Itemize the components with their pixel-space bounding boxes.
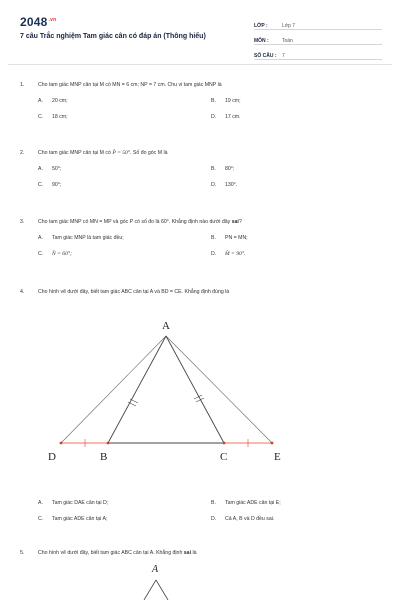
meta-row-subject: [254, 30, 382, 45]
option-letter: B.: [211, 500, 216, 506]
option-letter: C.: [38, 251, 44, 257]
option-a[interactable]: [38, 98, 211, 104]
option-letter: C.: [38, 516, 44, 522]
segment-ad: [61, 336, 166, 443]
option-d[interactable]: [211, 516, 384, 522]
option-text: 20 cm;: [52, 98, 68, 104]
question-text-post: ?: [238, 219, 242, 225]
question-text: [38, 150, 380, 156]
option-text: 90°;: [52, 182, 62, 188]
option-b[interactable]: [211, 500, 384, 506]
question-math: P̂ = 50°: [112, 150, 131, 156]
option-letter: D.: [211, 251, 217, 257]
meta-label: LỚP :: [254, 23, 268, 29]
option-letter: C.: [38, 114, 44, 120]
segment-ac: [166, 336, 224, 443]
meta-row-count: [254, 45, 382, 60]
question-text: Cho tam giác MNP cân tại M có MN = 6 cm; NP = 7 cm. Chu vi tam giác MNP là: [38, 82, 222, 88]
question-number: 3.: [20, 219, 25, 225]
option-b[interactable]: [211, 235, 384, 241]
option-letter: B.: [211, 166, 216, 172]
meta-row-class: [254, 15, 382, 30]
option-a[interactable]: [38, 166, 211, 172]
meta-value: Toán: [282, 38, 293, 44]
question-text-post: là: [192, 550, 197, 556]
option-c[interactable]: [38, 251, 211, 257]
option-list: [38, 166, 380, 188]
option-letter: C.: [38, 182, 44, 188]
label-a: A: [152, 564, 159, 575]
option-text: Tam giác MNP là tam giác đều;: [52, 235, 124, 241]
option-list: [38, 235, 380, 257]
figure-triangle-abcde: [40, 312, 300, 467]
header-divider: [8, 64, 392, 65]
question-text-pre: Cho tam giác MNP cân tại M có: [38, 150, 111, 156]
option-text: Cả A, B và D đều sai.: [225, 516, 275, 522]
option-text: M̂ = 90°.: [225, 251, 246, 257]
question-text-pre: Cho tam giác MNP có MN = MP và góc P có số đo là 60°. Khẳng định nào dưới đây: [38, 219, 231, 225]
option-text: 17 cm.: [225, 114, 241, 120]
option-letter: D.: [211, 182, 217, 188]
option-text: Tam giác ADE cân tại E;: [225, 500, 281, 506]
segment-ab: [144, 580, 156, 600]
segment-ae: [166, 336, 272, 443]
option-text: 50°;: [52, 166, 62, 172]
document-title: 7 câu Trắc nghiệm Tam giác cân có đáp án (Thông hiểu): [20, 33, 206, 40]
option-d[interactable]: [211, 251, 384, 257]
option-a[interactable]: [38, 235, 211, 241]
option-c[interactable]: [38, 114, 211, 120]
site-logo[interactable]: [20, 15, 56, 29]
option-b[interactable]: [211, 98, 384, 104]
logo-main: 2048: [20, 15, 48, 29]
question-4-options: [20, 500, 380, 522]
question-text-pre: Cho hình vẽ dưới đây, biết tam giác ABC cân tại A. Khẳng định: [38, 550, 183, 556]
tick-marks-ab-ac: [128, 395, 204, 406]
label-a: A: [162, 320, 170, 332]
option-text: 80°;: [225, 166, 235, 172]
segment-ab: [108, 336, 166, 443]
option-text: 18 cm;: [52, 114, 68, 120]
question-number: 5.: [20, 550, 25, 556]
question-emphasis: sai: [183, 550, 192, 556]
question-number: 4.: [20, 289, 25, 295]
question-5: [20, 550, 380, 556]
meta-value: 7: [282, 53, 285, 59]
question-number: 1.: [20, 82, 25, 88]
option-b[interactable]: [211, 166, 384, 172]
document-meta: [254, 15, 382, 60]
option-text: Tam giác ADE cân tại A;: [52, 516, 108, 522]
option-text: 19 cm;: [225, 98, 241, 104]
meta-label: MÔN :: [254, 38, 269, 44]
option-text: PN = MN;: [225, 235, 248, 241]
option-letter: A.: [38, 235, 43, 241]
question-text: Cho hình vẽ dưới đây, biết tam giác ABC cân tại A và BD = CE. Khẳng định đúng là: [38, 289, 230, 295]
option-text: Tam giác DAE cân tại D;: [52, 500, 109, 506]
label-d: D: [48, 451, 56, 463]
option-d[interactable]: [211, 182, 384, 188]
question-number: 2.: [20, 150, 25, 156]
logo-suffix: .vn: [48, 17, 57, 23]
question-3: [20, 219, 380, 257]
question-1: [20, 82, 380, 120]
question-2: [20, 150, 380, 188]
option-letter: B.: [211, 98, 216, 104]
meta-value: Lớp 7: [282, 23, 296, 29]
option-letter: D.: [211, 114, 217, 120]
option-letter: B.: [211, 235, 216, 241]
label-e: E: [274, 451, 281, 463]
option-letter: D.: [211, 516, 217, 522]
figure-triangle-abc: [120, 560, 200, 600]
question-text-post: . Số đo góc M là: [130, 150, 168, 156]
meta-label: SỐ CÂU :: [254, 53, 277, 59]
question-text: [38, 219, 380, 225]
question-emphasis: sai: [231, 219, 239, 225]
option-letter: A.: [38, 98, 43, 104]
label-c: C: [220, 451, 228, 463]
option-list: [38, 98, 380, 120]
option-text: 130°.: [225, 182, 238, 188]
label-b: B: [100, 451, 108, 463]
question-4: [20, 289, 380, 295]
option-a[interactable]: [38, 500, 211, 506]
option-c[interactable]: [38, 182, 211, 188]
segment-ac: [156, 580, 168, 600]
option-letter: A.: [38, 500, 43, 506]
option-letter: A.: [38, 166, 43, 172]
option-d[interactable]: [211, 114, 384, 120]
option-c[interactable]: [38, 516, 211, 522]
option-list: [38, 500, 380, 522]
option-text: N̂ = 60°;: [52, 251, 72, 257]
question-text: [38, 550, 380, 556]
